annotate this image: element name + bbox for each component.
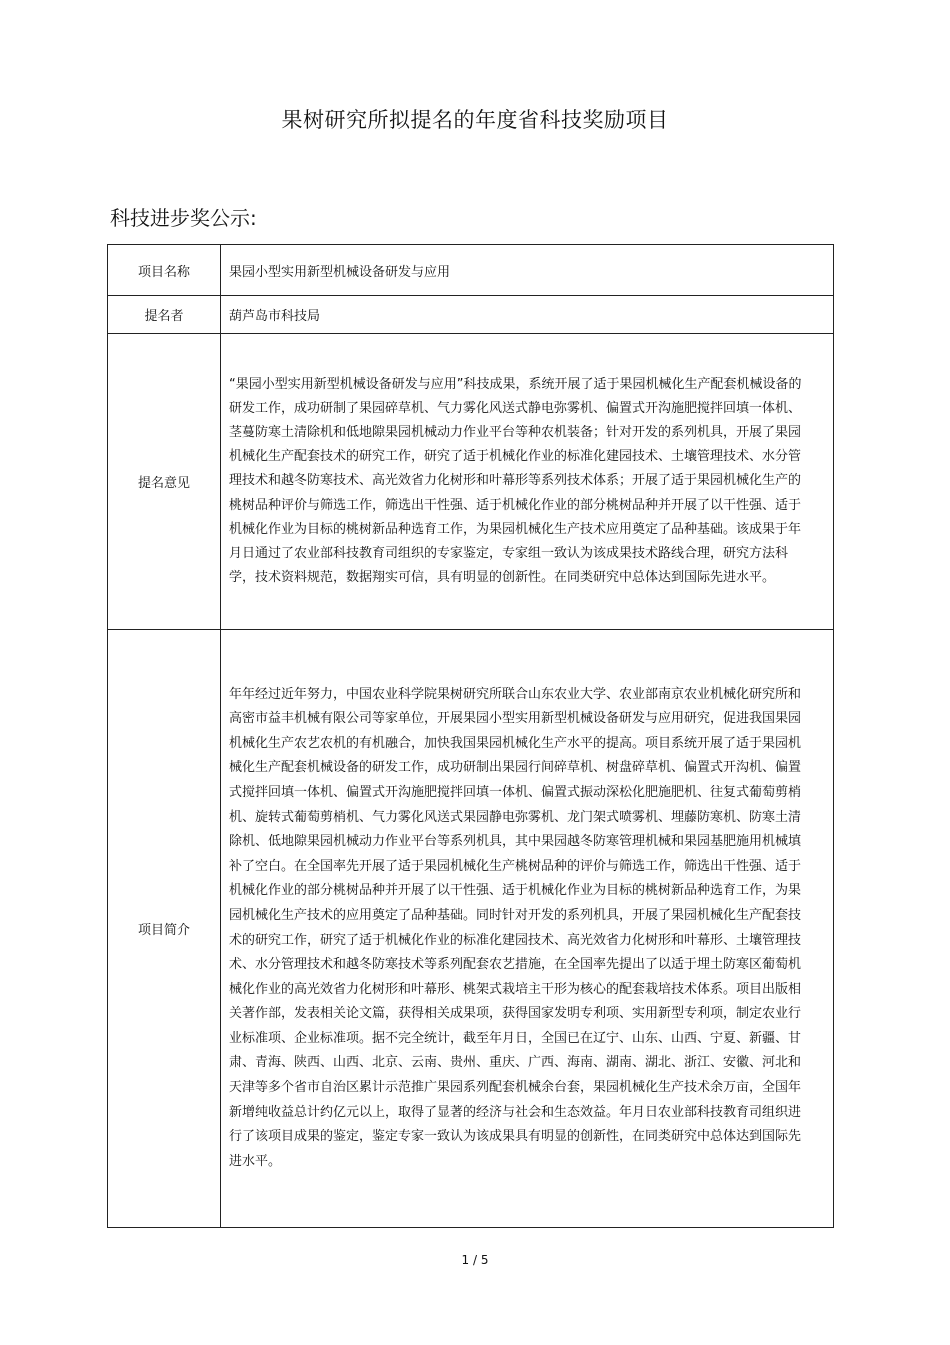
project-summary-cell: [221, 630, 834, 1228]
table-row-project-name: [108, 245, 834, 296]
section-heading: 科技进步奖公示:: [110, 206, 257, 230]
project-summary-text: 年年经过近年努力，中国农业科学院果树研究所联合山东农业大学、农业部南京农业机械化研究所和高密市益丰机械有限公司等家单位，开展果园小型实用新型机械设备研发与应用研究，促进我国果园机械化生产农艺农机的有机融合，加快我国果园机械化生产水平的提高。项目系统开展了适于果园机械化生产配套机械设备的研发工作，成功研制出果园行间碎草机、树盘碎草机、偏置式开沟机、偏置式搅拌回填一体机、偏置式开沟施肥搅拌回填一体机、偏置式振动深松化肥施肥机、往复式葡萄剪梢机、旋转式葡萄剪梢机、气力雾化风送式果园静电弥雾机、龙门架式喷雾机、埋藤防寒机、防寒土清除机、低地隙果园机械动力作业平台等系列机具，其中果园越冬防寒管理机械和果园基肥施用机械填补了空白。在全国率先开展了适于果园机械化生产桃树品种的评价与筛选工作，筛选出干性强、适于机械化作业的部分桃树品种并开展了以干性强、适于机械化作业为目标的桃树新品种选育工作，为果园机械化生产技术的应用奠定了品种基础。同时针对开发的系列机具，开展了果园机械化生产配套技术的研究工作，研究了适于机械化作业的标准化建园技术、高光效省力化树形和叶幕形、土壤管理技术、水分管理技术和越冬防寒技术等系列配套农艺措施，在全国率先提出了以适于埋土防寒区葡萄机械化作业的高光效省力化树形和叶幕形、桃架式栽培主干形为核心的配套栽培技术体系。项目出版相关著作部，发表相关论文篇，获得相关成果项，获得国家发明专利项、实用新型专利项，制定农业行业标准项、企业标准项。据不完全统计，截至年月日，全国已在辽宁、山东、山西、宁夏、新疆、甘肃、青海、陕西、山西、北京、云南、贵州、重庆、广西、海南、湖南、湖北、浙江、安徽、河北和天津等多个省市自治区累计示范推广果园系列配套机械余台套，果园机械化生产技术余万亩，全国年新增纯收益总计约亿元以上，取得了显著的经济与社会和生态效益。年月日农业部科技教育司组织进行了该项目成果的鉴定，鉴定专家一致认为该成果具有明显的创新性，在同类研究中总体达到国际先进水平。: [229, 686, 802, 1169]
nomination-opinion-label: 提名意见: [108, 334, 221, 630]
project-name-value: 果园小型实用新型机械设备研发与应用: [221, 245, 834, 296]
table-row-nominator: [108, 296, 834, 334]
table-row-project-summary: [108, 630, 834, 1228]
project-summary-label: 项目简介: [108, 630, 221, 1228]
table-row-nomination-opinion: [108, 334, 834, 630]
project-name-label: 项目名称: [108, 245, 221, 296]
document-title: 果树研究所拟提名的年度省科技奖励项目: [281, 108, 669, 132]
nominator-value: 葫芦岛市科技局: [221, 296, 834, 334]
project-info-table: [107, 244, 834, 1228]
nominator-label: 提名者: [108, 296, 221, 334]
nomination-opinion-cell: [221, 334, 834, 630]
page-number: 1 / 5: [461, 1253, 489, 1267]
nomination-opinion-text: “果园小型实用新型机械设备研发与应用”科技成果，系统开展了适于果园机械化生产配套机械设备的研发工作，成功研制了果园碎草机、气力雾化风送式静电弥雾机、偏置式开沟施肥搅拌回填一体机、茎蔓防寒土清除机和低地隙果园机械动力作业平台等种农机装备；针对开发的系列机具，开展了果园机械化生产配套技术的研究工作，研究了适于机械化作业的标准化建园技术、土壤管理技术、水分管理技术和越冬防寒技术、高光效省力化树形和叶幕形等系列技术体系；开展了适于果园机械化生产的桃树品种评价与筛选工作，筛选出干性强、适于机械化作业的部分桃树品种并开展了以干性强、适于机械化作业为目标的桃树新品种选育工作，为果园机械化生产技术应用奠定了品种基础。该成果于年月日通过了农业部科技教育司组织的专家鉴定，专家组一致认为该成果技术路线合理，研究方法科学，技术资料规范，数据翔实可信，具有明显的创新性。在同类研究中总体达到国际先进水平。: [229, 376, 802, 586]
